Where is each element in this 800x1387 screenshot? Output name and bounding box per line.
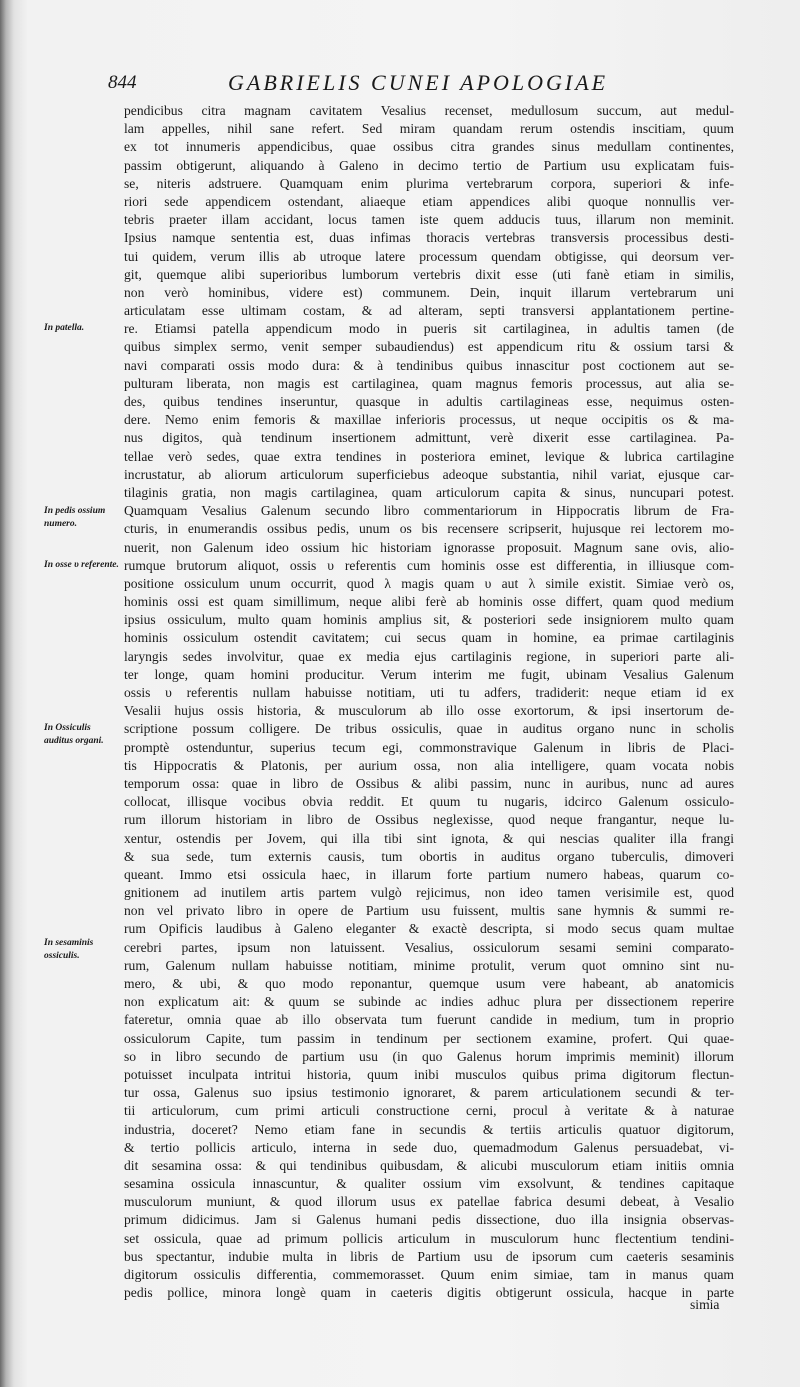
text-line: cturis, in enumerandis ossibus pedis, unum os bis recensere scripserit, hujusque rei lectorem mo- — [124, 521, 734, 537]
catchword: simia — [690, 1297, 720, 1312]
text-line: navi comparati ossis modo dura: & à tendinibus quibus innascitur post coctionem aut se- — [124, 357, 734, 373]
text-line: quibus simplex sermo, venit semper subaudiendus) est appendicum ritu & ossium tarsi & — [124, 339, 734, 355]
text-line: riori sede appendicem ostendant, aliaeque etiam appendices alibi quoque nonnullis ver- — [124, 193, 734, 209]
text-line: incrustatur, ab aliorum articulorum superficiebus adeoque substantia, nihil variat, ejusque car- — [124, 466, 734, 482]
margin-note: In osse υ referente. — [44, 560, 119, 570]
text-line: git, quemque alibi superioribus lumborum vertebris dixit esse (uti fanè etiam in similis, — [124, 266, 734, 282]
text-line: rum Opificis laudibus à Galeno eleganter & exactè descripta, si modo secus quam multae — [124, 921, 734, 937]
text-line: sesamina ossicula innascuntur, & qualiter ossium vim exsolvunt, & tendines capitaque — [124, 1176, 734, 1192]
text-line: rum illorum historiam in libro de Ossibus neglexisse, quod neque frangantur, neque lu- — [124, 812, 734, 828]
text-line: des, quibus tendines inseruntur, quasque in adultis cartilagineas esse, nequimus osten- — [124, 394, 734, 409]
text-line: primum didicimus. Jam si Galenus humani pedis dissectione, duo illa insignia observas- — [124, 1212, 734, 1228]
text-line: pulturam liberata, non magis est cartilaginea, quam magnus femoris processus, aut alia se- — [124, 375, 734, 391]
text-line: tii articulorum, cum primi articuli constructione cerni, procul à veritate & à naturae — [124, 1103, 734, 1119]
text-line: se, niteris adstruere. Quamquam enim plurima vertebrarum corpora, superiori & infe- — [124, 175, 734, 191]
text-line: bus spectantur, indubie multa in libris de Partium usu de ipsorum cum caeteris sesaminis — [124, 1248, 734, 1264]
text-line: articulatam esse ultimam costam, & ad alteram, septi transversi applantationem pertine- — [124, 303, 734, 319]
text-line: tis Hippocratis & Platonis, per aurium ossa, non alia intelligere, quam vocata nobis — [124, 757, 734, 773]
margin-note: In patella. — [44, 323, 85, 333]
text-line: positione ossiculum unum occurrit, quod λ magis quam υ aut λ simile existit. Simiae verò os, — [124, 575, 734, 591]
text-line: pedis pollice, minora longè quam in caeteris digitis obtigerunt ossicula, hacque in parte — [124, 1285, 734, 1301]
margin-note: In pedis ossium numero. — [44, 506, 106, 529]
text-line: hominis ossi est quam simillimum, neque alibi ferè ab hominis osse differt, quam quod medium — [124, 594, 734, 610]
text-line: cerebri partes, ipsum non latuissent. Vesalius, ossiculorum sesami semini comparato- — [124, 939, 734, 955]
text-line: so in libro secundo de partium usu (in quo Galenus horum imprimis meminit) illorum — [124, 1048, 734, 1064]
page-number: 844 — [108, 72, 137, 93]
text-line: rum, Galenum nullam habuisse notitiam, minime protulit, verum quot omnino sint nu- — [124, 957, 734, 973]
text-line: tilaginis gratia, non magis cartilaginea, quam articulorum capita & sinus, nuncupari potest. — [124, 484, 734, 500]
text-line: fateretur, omnia quae ab illo observata tum fuerunt candide in medium, tum in proprio — [124, 1012, 734, 1028]
text-line: ossis υ referentis nullam habuisse notitiam, uti tu adfers, tradiderit: neque etiam id ex — [124, 685, 734, 700]
text-line: Vesalii hujus ossis historia, & musculorum ab illo osse exortorum, & ipsi insertorum de- — [124, 703, 734, 719]
margin-note: In Ossiculis auditus organi. — [44, 723, 104, 746]
text-line: & tertio pollicis articulo, interna in sede duo, quemadmodum Galenus persuadebat, vi- — [124, 1139, 734, 1155]
text-line: nuerit, non Galenum ideo ossium hic historiam ignorasse proposuit. Magnum sane ovis, alio- — [124, 539, 734, 555]
text-line: ossiculorum Capite, tum passim in tendinum per sectionem examine, profert. Qui quae- — [124, 1030, 734, 1046]
text-line: hominis ossiculum ostendit cavitatem; cui secus quam in homine, ea primae cartilaginis — [124, 630, 734, 646]
text-line: collocat, illisque vocibus obvia reddit. Et quum tu nugaris, idcirco Galenum ossiculo- — [124, 794, 734, 810]
text-line: temporum ossa: quae in libro de Ossibus & alibi passim, nunc in auribus, nunc ad aures — [124, 775, 734, 791]
text-line: & sua sede, tum externis causis, tum obortis in auditus organo tuberculis, dimoveri — [124, 848, 734, 864]
text-line: Ipsius namque sententia est, duas infimas thoracis vertebras transversis processibus desti- — [124, 230, 734, 246]
margin-note: In sesaminis ossiculis. — [44, 938, 94, 961]
text-line: dit sesamina ossa: & qui tendinibus quibusdam, & alicubi musculorum etiam initiis omnia — [124, 1157, 734, 1173]
text-line: nus digitos, quà tendinum insertionem admittunt, verè dixerit esse cartilaginea. Pa- — [124, 430, 734, 446]
text-line: promptè ostenduntur, superius tecum egi, commonstravique Galenum in libris de Placi- — [124, 739, 734, 755]
text-line: tebris praeter illam accidant, locus tamen iste quem adducis tuus, illarum non meminit. — [124, 212, 734, 228]
text-line: ter longe, quam homini producitur. Verum interim me fugit, ubinam Vesalius Galenum — [124, 666, 734, 682]
text-line: non verò hominibus, videre est) communem. Dein, inquit illarum vertebrarum uni — [124, 284, 734, 300]
text-line: non vel privato libro in opere de Partium usu fuissent, multis sane hymnis & summi re- — [124, 903, 734, 919]
body-text — [124, 102, 734, 1302]
text-line: dere. Nemo enim femoris & maxillae inferioris processus, ut neque occipitis os & ma- — [124, 412, 734, 428]
text-line: pendicibus citra magnam cavitatem Vesalius recenset, medullosum succum, aut medul- — [124, 103, 734, 118]
text-line: potuisset inculpata intritui historia, quum inibi musculos quibus prima digitorum flectun- — [124, 1066, 734, 1082]
page-header — [108, 70, 748, 100]
running-head: GABRIELIS CUNEI APOLOGIAE — [228, 70, 609, 95]
text-line: industria, doceret? Nemo etiam fane in secundis & tertiis articulis quatuor digitorum, — [124, 1121, 734, 1137]
text-line: queant. Immo etsi ossicula haec, in illarum forte partium numero habeas, quarum co- — [124, 866, 734, 882]
text-line: digitorum ossiculis differentia, commemorasset. Quum enim simiae, tam in manus quam — [124, 1267, 734, 1282]
text-line: tui quidem, verum illis ab utroque latere processum quendam obtigisse, qui deorsum ver- — [124, 248, 734, 264]
text-line: rumque brutorum aliquot, ossis υ referentis cum hominis osse est differentia, in illiusque com- — [124, 557, 734, 573]
text-line: mero, & ubi, & quo modo reponantur, quemque usum vere habeant, ab anatomicis — [124, 976, 734, 991]
text-line: re. Etiamsi patella appendicum modo in pueris sit cartilaginea, in adultis tamen (de — [124, 321, 734, 337]
text-line: Quamquam Vesalius Galenum secundo libro commentariorum in Hippocratis librum de Fra- — [124, 503, 734, 519]
text-line: ipsius ossiculum, multo quam hominis amplius sit, & posteriori sede insigniorem multo quam — [124, 612, 734, 628]
text-line: laryngis sedes involvitur, quae ex media ejus cartilaginis regione, in superiori parte ali- — [124, 648, 734, 664]
text-line: lam appelles, nihil sane refert. Sed miram quandam rerum ostendis inscitiam, quum — [124, 121, 734, 137]
text-line: ex tot innumeris appendicibus, quae ossibus citra grandes sinus medullam continentes, — [124, 139, 734, 155]
text-line: scriptione possum colligere. De tribus ossiculis, quae in auditus organo nunc in scholis — [124, 721, 734, 737]
text-line: non explicatum ait: & quum se subinde ac indies adhuc plura per dissectionem reperire — [124, 994, 734, 1010]
text-line: musculorum muniunt, & quod illorum usus ex patellae fabrica desumi debeat, à Vesalio — [124, 1194, 734, 1210]
text-line: tellae verò sedes, quae extra tendines in posteriora eminet, levique & lubrica cartilagine — [124, 448, 734, 464]
text-line: tur ossa, Galenus suo ipsius testimonio ignoraret, & parem articulationem secundi & ter- — [124, 1085, 734, 1101]
text-line: set ossicula, quae ad primum pollicis articulum in musculorum hunc flectentium tendini- — [124, 1230, 734, 1246]
text-line: gnitionem ad inutilem artis partem vulgò rejicimus, non ideo tamen verisimile est, quod — [124, 885, 734, 901]
text-line: xentur, ostendis per Jovem, qui illa tibi sint ignota, & qui nescias qualiter illa frangi — [124, 830, 734, 846]
text-line: passim obtigerunt, aliquando à Galeno in decimo tertio de Partium usu explicatam fuis- — [124, 157, 734, 173]
